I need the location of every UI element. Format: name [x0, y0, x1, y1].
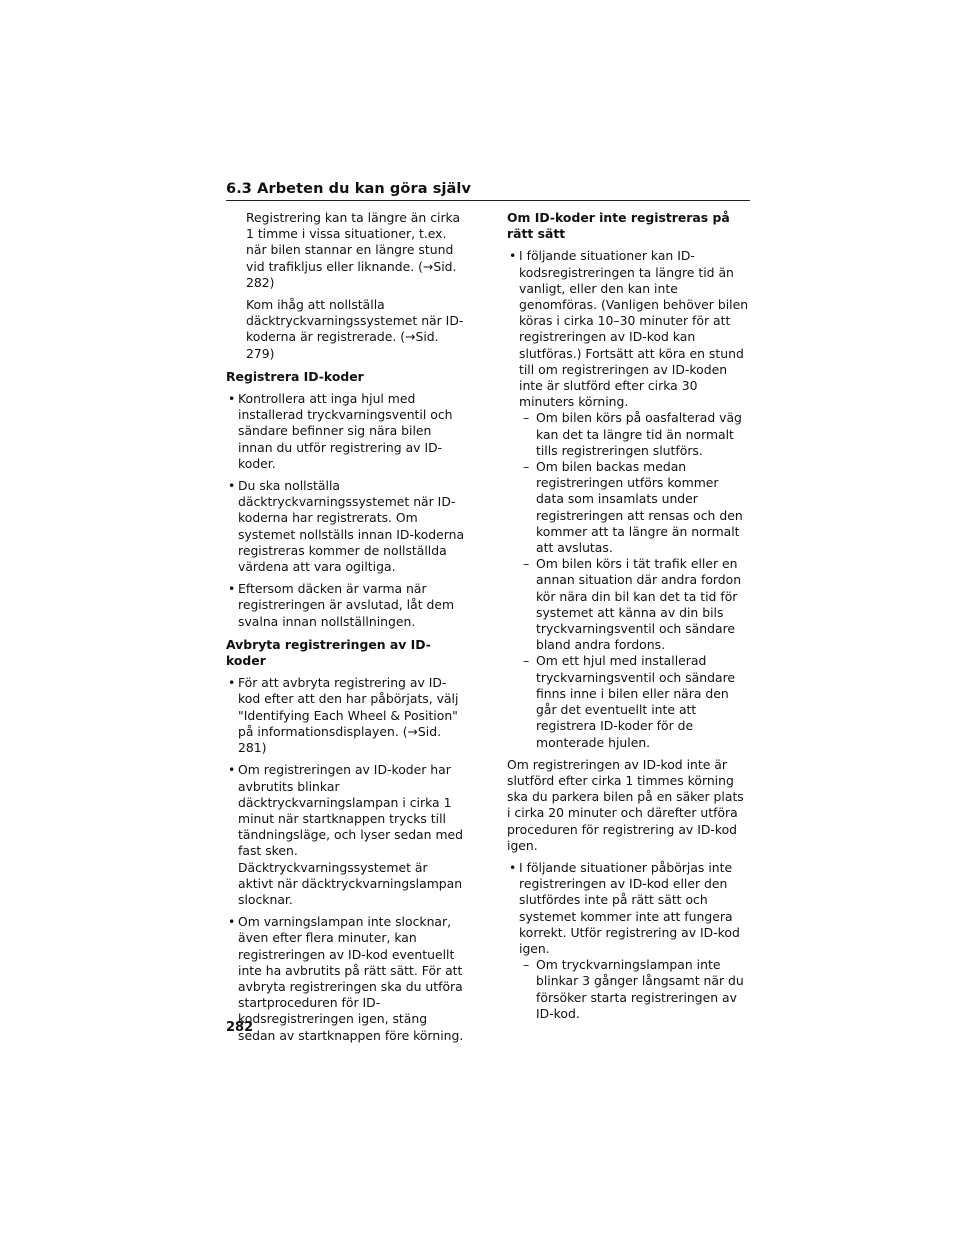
right-column [507, 210, 749, 1028]
sub-list [519, 410, 749, 750]
heading-id-not-registered: Om ID-koder inte registreras på rätt sätt [507, 210, 730, 242]
sub-list-item: – Om bilen körs på oasfalterad väg kan det ta längre tid än normalt tills registreringen slutförs. [523, 410, 742, 458]
note-paragraph: Registrering kan ta längre än cirka 1 timme i vissa situationer, t.ex. när bilen stannar en längre stund vid trafikljus eller liknande. (→Sid. 282) [246, 210, 461, 290]
register-id-codes-list [226, 391, 466, 630]
body-paragraph: Om registreringen av ID-kod inte är slutförd efter cirka 1 timmes körning ska du parkera bilen på en säker plats i cirka 20 minuter och därefter utföra proceduren för registrering av ID-kod igen. [507, 756, 744, 853]
note-paragraph: Kom ihåg att nollställa däcktryckvarningssystemet när ID-koderna är registrerade. (→Sid. 279) [246, 297, 464, 361]
bullet-icon: • [509, 248, 517, 264]
bullet-icon: • [228, 914, 236, 930]
cancel-registration-list [226, 675, 466, 1043]
bullet-icon: • [228, 675, 236, 691]
bullet-icon: • [228, 581, 236, 597]
dash-icon: – [523, 556, 530, 572]
bullet-icon: • [228, 478, 236, 494]
dash-icon: – [523, 653, 530, 669]
sub-list-item: – Om bilen körs i tät trafik eller en annan situation där andra fordon kör nära din bil kan det ta tid för systemet att känna av din bils tryckvarningsventil och sändare bland andra fordons. [523, 556, 742, 653]
not-registered-list [507, 248, 749, 750]
list-item: • Eftersom däcken är varma när registreringen är avslutad, låt dem svalna innan nollställningen. [228, 581, 455, 629]
list-item: • I följande situationer kan ID-kodsregistreringen ta längre tid än vanligt, eller den kan inte genomföras. (Vanligen behöver bilen köras i cirka 10–30 minuter för att registreringen av ID-kod kan slutföras.) Fortsätt att köra en stund till om registreringen av ID-koden inte är slutförd efter cirka 30 minuters körning. – Om bilen körs på oasfalterad väg kan det ta längre tid än normalt tills registreringen slutförs. – Om bilen backas medan registreringen utförs kommer data som insamlats under registreringen att rensas och den kommer att ta längre än normalt att avslutas. – Om bilen körs i tät trafik eller en annan situation där andra fordon kör nära din bil kan det ta tid för systemet att känna av din bils tryckvarningsventil och sändare bland andra fordons. – Om ett hjul med installerad tryckvarningsventil och sändare finns inne i bilen eller nära den går det eventuellt inte att registrera ID-koder för de monterade hjulen. [509, 248, 749, 750]
list-item: • Kontrollera att inga hjul med installerad tryckvarningsventil och sändare befinner sig nära bilen innan du utför registrering av ID-koder. [228, 391, 453, 471]
heading-cancel-registration: Avbryta registreringen av ID-koder [226, 636, 431, 669]
not-started-list [507, 860, 749, 1022]
list-item: • Om registreringen av ID-koder har avbrutits blinkar däcktryckvarningslampan i cirka 1 minut när startknappen trycks till tändningsläge, och lyser sedan med fast sken. Däcktryckvarningssystemet är aktivt när däcktryckvarningslampan slocknar. [228, 762, 463, 907]
heading-register-id-codes: Registrera ID-koder [226, 368, 364, 384]
list-item: • Du ska nollställa däcktryckvarningssystemet när ID-koderna har registrerats. Om systemet nollställs innan ID-koderna registreras kommer de nollställda värdena att vara ogiltiga. [228, 478, 465, 575]
sub-list-item: – Om ett hjul med installerad tryckvarningsventil och sändare finns inne i bilen eller nära den går det eventuellt inte att registrera ID-koder för de monterade hjulen. [523, 653, 736, 750]
left-column [226, 210, 466, 1050]
section-title: 6.3 Arbeten du kan göra själv [226, 181, 472, 197]
sub-list-item: – Om bilen backas medan registreringen utförs kommer data som insamlats under registreringen att rensas och den kommer att ta längre än normalt att avslutas. [523, 459, 743, 556]
registration-note [246, 210, 466, 362]
bullet-icon: • [228, 762, 236, 778]
list-item: • För att avbryta registrering av ID-kod efter att den har påbörjats, välj "Identifying Each Wheel & Position" på informationsdisplayen. (→Sid. 281) [228, 675, 459, 756]
bullet-icon: • [509, 859, 517, 875]
dash-icon: – [523, 957, 530, 973]
bullet-icon: • [228, 391, 236, 407]
dash-icon: – [523, 459, 530, 475]
sub-list-item: – Om tryckvarningslampan inte blinkar 3 gånger långsamt när du försöker starta registreringen av ID-kod. [523, 957, 744, 1021]
page-number: 282 [226, 1020, 254, 1035]
sub-list [519, 957, 749, 1022]
list-item: • I följande situationer påbörjas inte registreringen av ID-kod eller den slutfördes inte på rätt sätt och systemet kommer inte att fungera korrekt. Utför registrering av ID-kod igen. – Om tryckvarningslampan inte blinkar 3 gånger långsamt när du försöker starta registreringen av ID-kod. [507, 860, 749, 1022]
list-item: • Om varningslampan inte slocknar, även efter flera minuter, kan registreringen av ID-kod eventuellt inte ha avbrutits på rätt sätt. För att avbryta registreringen ska du utföra startproceduren för ID-kodsregistreringen igen, stäng sedan av startknappen före körning. [228, 914, 464, 1043]
page-header [226, 178, 750, 201]
dash-icon: – [523, 410, 530, 426]
